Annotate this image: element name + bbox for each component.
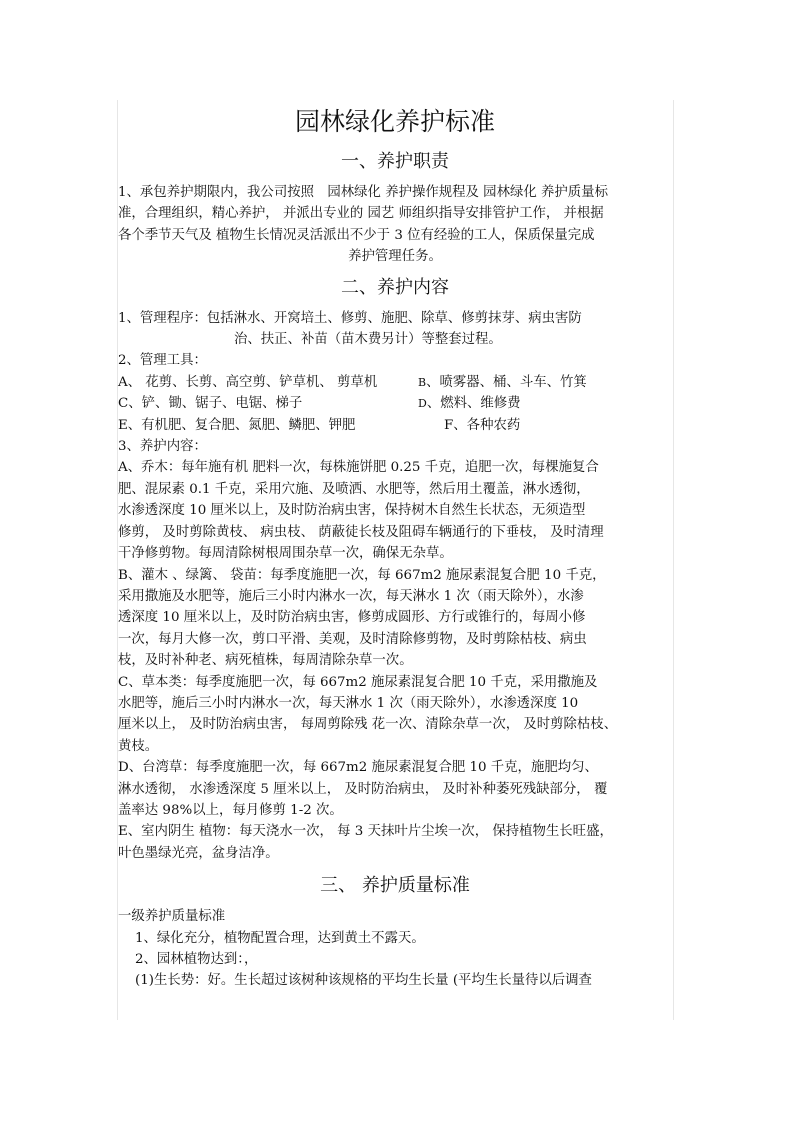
- shrubs-line-2: 采用撒施及水肥等，施后三小时内淋水一次，每天淋水 1 次（雨天除外），水渗: [118, 588, 584, 604]
- quality-item-3: (1)生长势：好。生长超过该树种该规格的平均生长量 (平均生长量待以后调查: [135, 973, 592, 989]
- tools-row-2-left: C、铲、锄、锯子、电锯、梯子: [118, 396, 303, 412]
- right-margin-rule: [673, 100, 674, 1020]
- paragraph-shrubs: [118, 565, 672, 672]
- trees-line-3: 水渗透深度 10 厘米以上，及时防治病虫害，保持树木自然生长状态，无须造型: [118, 503, 586, 519]
- tools-row-2-right: [418, 393, 672, 414]
- tools-label: 2、管理工具：: [118, 353, 207, 369]
- shrubs-line-5: 枝，及时补种老、病死植株，每周清除杂草一次。: [118, 653, 413, 669]
- section-heading-quality: 三、 养护质量标准: [320, 875, 470, 897]
- trees-line-4: 修剪， 及时剪除黄枝、 病虫枝、 荫蔽徒长枝及阻碍车辆通行的下垂枝， 及时清理: [118, 524, 604, 540]
- section-heading-duties: 一、养护职责: [341, 151, 449, 172]
- tools-row-1-right-text: 、喷雾器、桶、斗车、竹箕: [426, 374, 587, 390]
- paragraph-taiwan-grass: [118, 757, 672, 821]
- quality-item-2: 2、园林植物达到：，: [135, 952, 258, 967]
- duties-line-2: 准，合理组织，精心养护， 并派出专业的 园艺 师组织指导安排管护工作， 并根据: [118, 206, 604, 222]
- grass-line-3: 盖率达 98%以上，每月修剪 1-2 次。: [118, 802, 343, 818]
- indoor-line-2: 叶色墨绿光亮，盆身洁净。: [118, 845, 279, 861]
- tools-row-2-right-text: 、燃料、维修费: [426, 396, 521, 412]
- quality-item-1: 1、绿化充分，植物配置合理，达到黄土不露天。: [135, 930, 425, 946]
- tools-row-2-mark: D: [418, 397, 427, 411]
- quality-level-label: 一级养护质量标准: [118, 909, 226, 925]
- shrubs-line-4: 一次，每月大修一次，剪口平滑、美观，及时清除修剪物，及时剪除枯枝、病虫: [118, 631, 587, 647]
- duties-line-4: 养护管理任务。: [348, 249, 442, 265]
- herbaceous-line-3: 厘米以上， 及时防治病虫害， 每周剪除残 花一次、清除杂草一次， 及时剪除枯枝、: [118, 717, 618, 733]
- tools-row-3: [118, 415, 672, 436]
- paragraph-indoor-plants: [118, 821, 672, 864]
- duties-line-1: 1、承包养护期限内，我公司按照 园林绿化 养护操作规程及 园林绿化 养护质量标: [118, 185, 608, 200]
- content-label: 3、养护内容：: [118, 439, 207, 455]
- document-content: [118, 102, 672, 992]
- herbaceous-line-1: C、草本类：每季度施肥一次，每 667m2 施尿素混复合肥 10 千克，采用撒施及: [118, 674, 598, 690]
- paragraph-trees: [118, 457, 672, 564]
- herbaceous-line-2: 水肥等，施后三小时内淋水一次，每天淋水 1 次（雨天除外），水渗透深度 10: [118, 695, 579, 711]
- grass-line-1: D、台湾草：每季度施肥一次，每 667m2 施尿素混复合肥 10 千克，施肥均匀、: [118, 760, 598, 776]
- program-line-1: 1、管理程序：包括淋水、开窝培土、修剪、施肥、除草、修剪抹芽、病虫害防: [118, 310, 582, 326]
- tools-row-1-right: [418, 372, 672, 393]
- section-heading-content: 二、养护内容: [341, 276, 449, 298]
- tools-row-3-right: F、各种农药: [444, 417, 521, 433]
- tools-row-1-mark: B: [418, 375, 427, 389]
- duties-line-3: 各个季节天气及 植物生长情况灵活派出不少于 3 位有经验的工人，保质保量完成: [118, 227, 595, 243]
- program-line-2: 治、扶正、补苗（苗木费另计）等整套过程。: [234, 332, 502, 348]
- shrubs-line-1: B、灌木 、绿篱、 袋苗：每季度施肥一次，每 667m2 施尿素混复合肥 10 千克，: [118, 567, 606, 583]
- tools-row-1: [118, 372, 672, 393]
- trees-line-1: A、乔木：每年施有机 肥料一次，每株施饼肥 0.25 千克，追肥一次，每棵施复合: [118, 460, 599, 476]
- indoor-line-1: E、室内阴生 植物：每天浇水一次， 每 3 天抹叶片尘埃一次， 保持植物生长旺盛，: [118, 824, 613, 840]
- shrubs-line-3: 透深度 10 厘米以上，及时防治病虫害，修剪成圆形、方行或锥行的，每周小修: [118, 610, 586, 626]
- tools-row-2: [118, 393, 672, 414]
- tools-row-1-left: A、 花剪、长剪、高空剪、铲草机、 剪草机: [118, 374, 378, 390]
- grass-line-2: 淋水透彻， 水渗透深度 5 厘米以上， 及时防治病虫， 及时补种萎死残缺部分， 覆: [118, 781, 608, 797]
- tools-row-3-left: E、有机肥、复合肥、氮肥、鳞肥、钾肥: [118, 417, 356, 433]
- herbaceous-line-4: 黄枝。: [118, 738, 159, 754]
- trees-line-2: 肥、混尿素 0.1 千克，采用穴施、及喷洒、水肥等，然后用土覆盖，淋水透彻，: [118, 481, 590, 497]
- page-title: 园林绿化养护标准: [294, 107, 495, 136]
- paragraph-herbaceous: [118, 672, 672, 758]
- trees-line-5: 干净修剪物。每周清除树根周围杂草一次，确保无杂草。: [118, 546, 453, 562]
